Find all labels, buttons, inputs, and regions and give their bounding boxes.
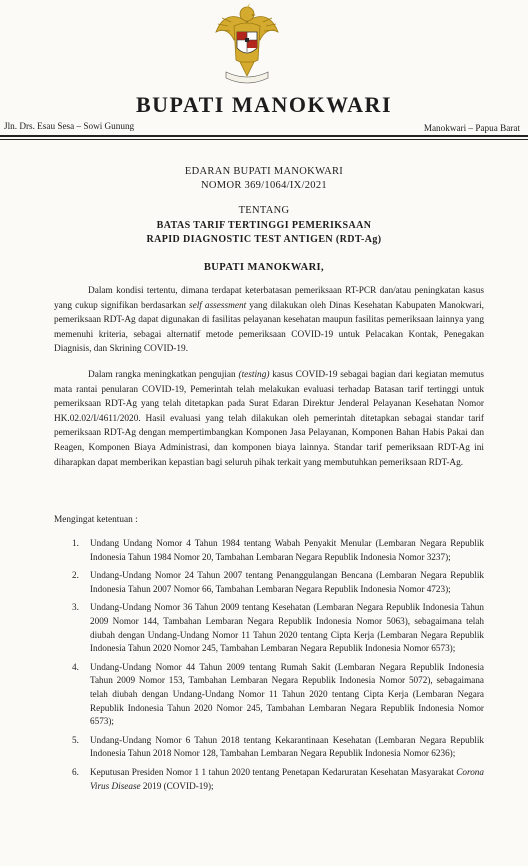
legal-basis-list [54,537,484,798]
list-item-number: 3. [72,602,79,613]
list-item-text: Undang-Undang Nomor 44 Tahun 2009 tentang Rumah Sakit (Lembaran Negara Republik Indonesia Tahun 2009 Nomor 153, Tambahan Lembaran Negara Republik Indonesia Nomor 5072), sebagaimana telah diubah dengan Undang-Undang Nomor 11 Tahun 2020 tentang Cipta Kerja (Lembaran Negara Republik Indonesia Tahun 2020 Nomor 245, Tambahan Lembaran Negara Republik Indonesia Nomor 6573); [90,661,484,727]
list-item-text-a: Keputusan Presiden Nomor 1 1 tahun 2020 tentang Penetapan Kedaruratan Kesehatan Masyarakat [90,766,457,777]
list-item [54,661,484,729]
heading-edaran: EDARAN BUPATI MANOKWARI [184,166,344,177]
list-item-text: Undang-Undang Nomor 36 Tahun 2009 tentang Kesehatan (Lembaran Negara Republik Indonesia Tahun 2009 Nomor 144, Tambahan Lembaran Negara Republik Indonesia Nomor 5063), sebagaimana telah diubah dengan Undang-Undang Nomor 11 Tahun 2020 tentang Cipta Kerja (Lembaran Negara Republik Indonesia Tahun 2020 Nomor 245, Tambahan Lembaran Negara Republik Indonesia Nomor 6573); [90,602,484,654]
mengingat-label: Mengingat ketentuan : [54,515,138,525]
list-item [54,537,484,564]
letterhead-address-left: Jln. Drs. Esau Sesa – Sowi Gunung [4,121,135,131]
paragraph-2-emphasis: (testing) [238,370,270,380]
list-item-text: Undang Undang Nomor 4 Tahun 1984 tentang Wabah Penyakit Menular (Lembaran Negara Republik Indonesia Tahun 1984 Nomor 20, Tambahan Lembaran Negara Republik Indonesia Nomor 3237); [90,538,484,562]
paragraph-2 [54,368,484,470]
paragraph-1-emphasis: self assessment [188,300,247,311]
letterhead-rule-thin [0,139,528,140]
paragraph-1-text-b: yang dilakukan oleh Dinas Kesehatan Kabupaten Manokwari, pemeriksaan RDT-Ag dapat digunakan di fasilitas pelayanan kesehatan maupun fasilitas pemeriksaan lainnya yang memenuhi kriteria, sebagai alternatif metode pemeriksaan COVID-19 untuk Pelacakan Kontak, Penegakan Diagnisis, dan Skrining COVID-19. [54,300,485,355]
list-item-text: Undang-Undang Nomor 24 Tahun 2007 tentang Penanggulangan Bencana (Lembaran Negara Republik Indonesia Tahun 2007 Nomor 66, Tambahan Lembaran Negara Republik Indonesia Nomor 4723); [90,570,484,594]
list-item-number: 1. [72,538,79,548]
garuda-pancasila-emblem-icon [214,2,280,88]
paragraph-1-text-a: Dalam kondisi tertentu, dimana terdapat keterbatasan pemeriksaan RT-PCR dan/atau peningkatan kasus yang cukup signifikan berdasarkan [54,286,484,311]
list-item [54,569,484,596]
list-item-text: Undang-Undang Nomor 6 Tahun 2018 tentang Kekarantinaan Kesehatan (Lembaran Negara Republik Indonesia Tahun 2018 Nomor 128, Tambahan Lembaran Negara Republik Indonesia Nomor 6236); [90,734,484,759]
letterhead-title: BUPATI MANOKWARI [135,92,393,117]
paragraph-1 [54,284,484,357]
list-item-text-b: 2019 (COVID-19); [140,780,214,791]
list-item-number: 2. [72,570,79,581]
heading-nomor: NOMOR 369/1064/IX/2021 [201,180,327,191]
list-item [54,734,484,761]
heading-tentang: TENTANG [238,205,290,216]
list-item-number: 4. [72,661,79,672]
list-item-number: 6. [72,766,79,777]
list-item [54,766,484,793]
letterhead-address-right: Manokwari – Papua Barat [423,123,520,133]
paragraph-2-text-a: Dalam rangka meningkatkan pengujian [88,370,239,380]
list-item-emphasis: Corona Virus Disease [90,766,484,791]
letterhead-rule-thick [0,135,528,137]
heading-subject-line-1: BATAS TARIF TERTINGGI PEMERIKSAAN [156,220,372,231]
paragraph-2-text-b: kasus COVID-19 sebagai bagian dari kegiatan memutus mata rantai penularan COVID-19, Pemerintah telah melakukan evaluasi terhadap Batasan tarif tertinggi untuk pemeriksaan RDT-Ag yang telah ditetapkan pada Surat Edaran Direktur Jenderal Pelayanan Kesehatan Nomor HK.02.02/I/4611/2020. Hasil evaluasi yang telah dilakukan oleh pemerintah ditetapkan sebagai standar tarif pemeriksaan RDT-Ag dengan mempertimbangkan Komponen Jasa Pelayanan, Komponen Bahan Habis Pakai dan Reagen, Komponen Biaya Administrasi, dan komponen biaya lainnya. Standar tarif pemeriksaan RDT-Ag ini diharapkan dapat memberikan kepastian bagi seluruh pihak terkait yang membutuhkan pemeriksaan RDT-Ag. [54,370,484,468]
list-item-number: 5. [72,734,79,745]
list-item [54,601,484,655]
heading-bupati: BUPATI MANOKWARI, [203,262,325,273]
heading-subject-line-2: RAPID DIAGNOSTIC TEST ANTIGEN (RDT-Ag) [146,234,382,245]
